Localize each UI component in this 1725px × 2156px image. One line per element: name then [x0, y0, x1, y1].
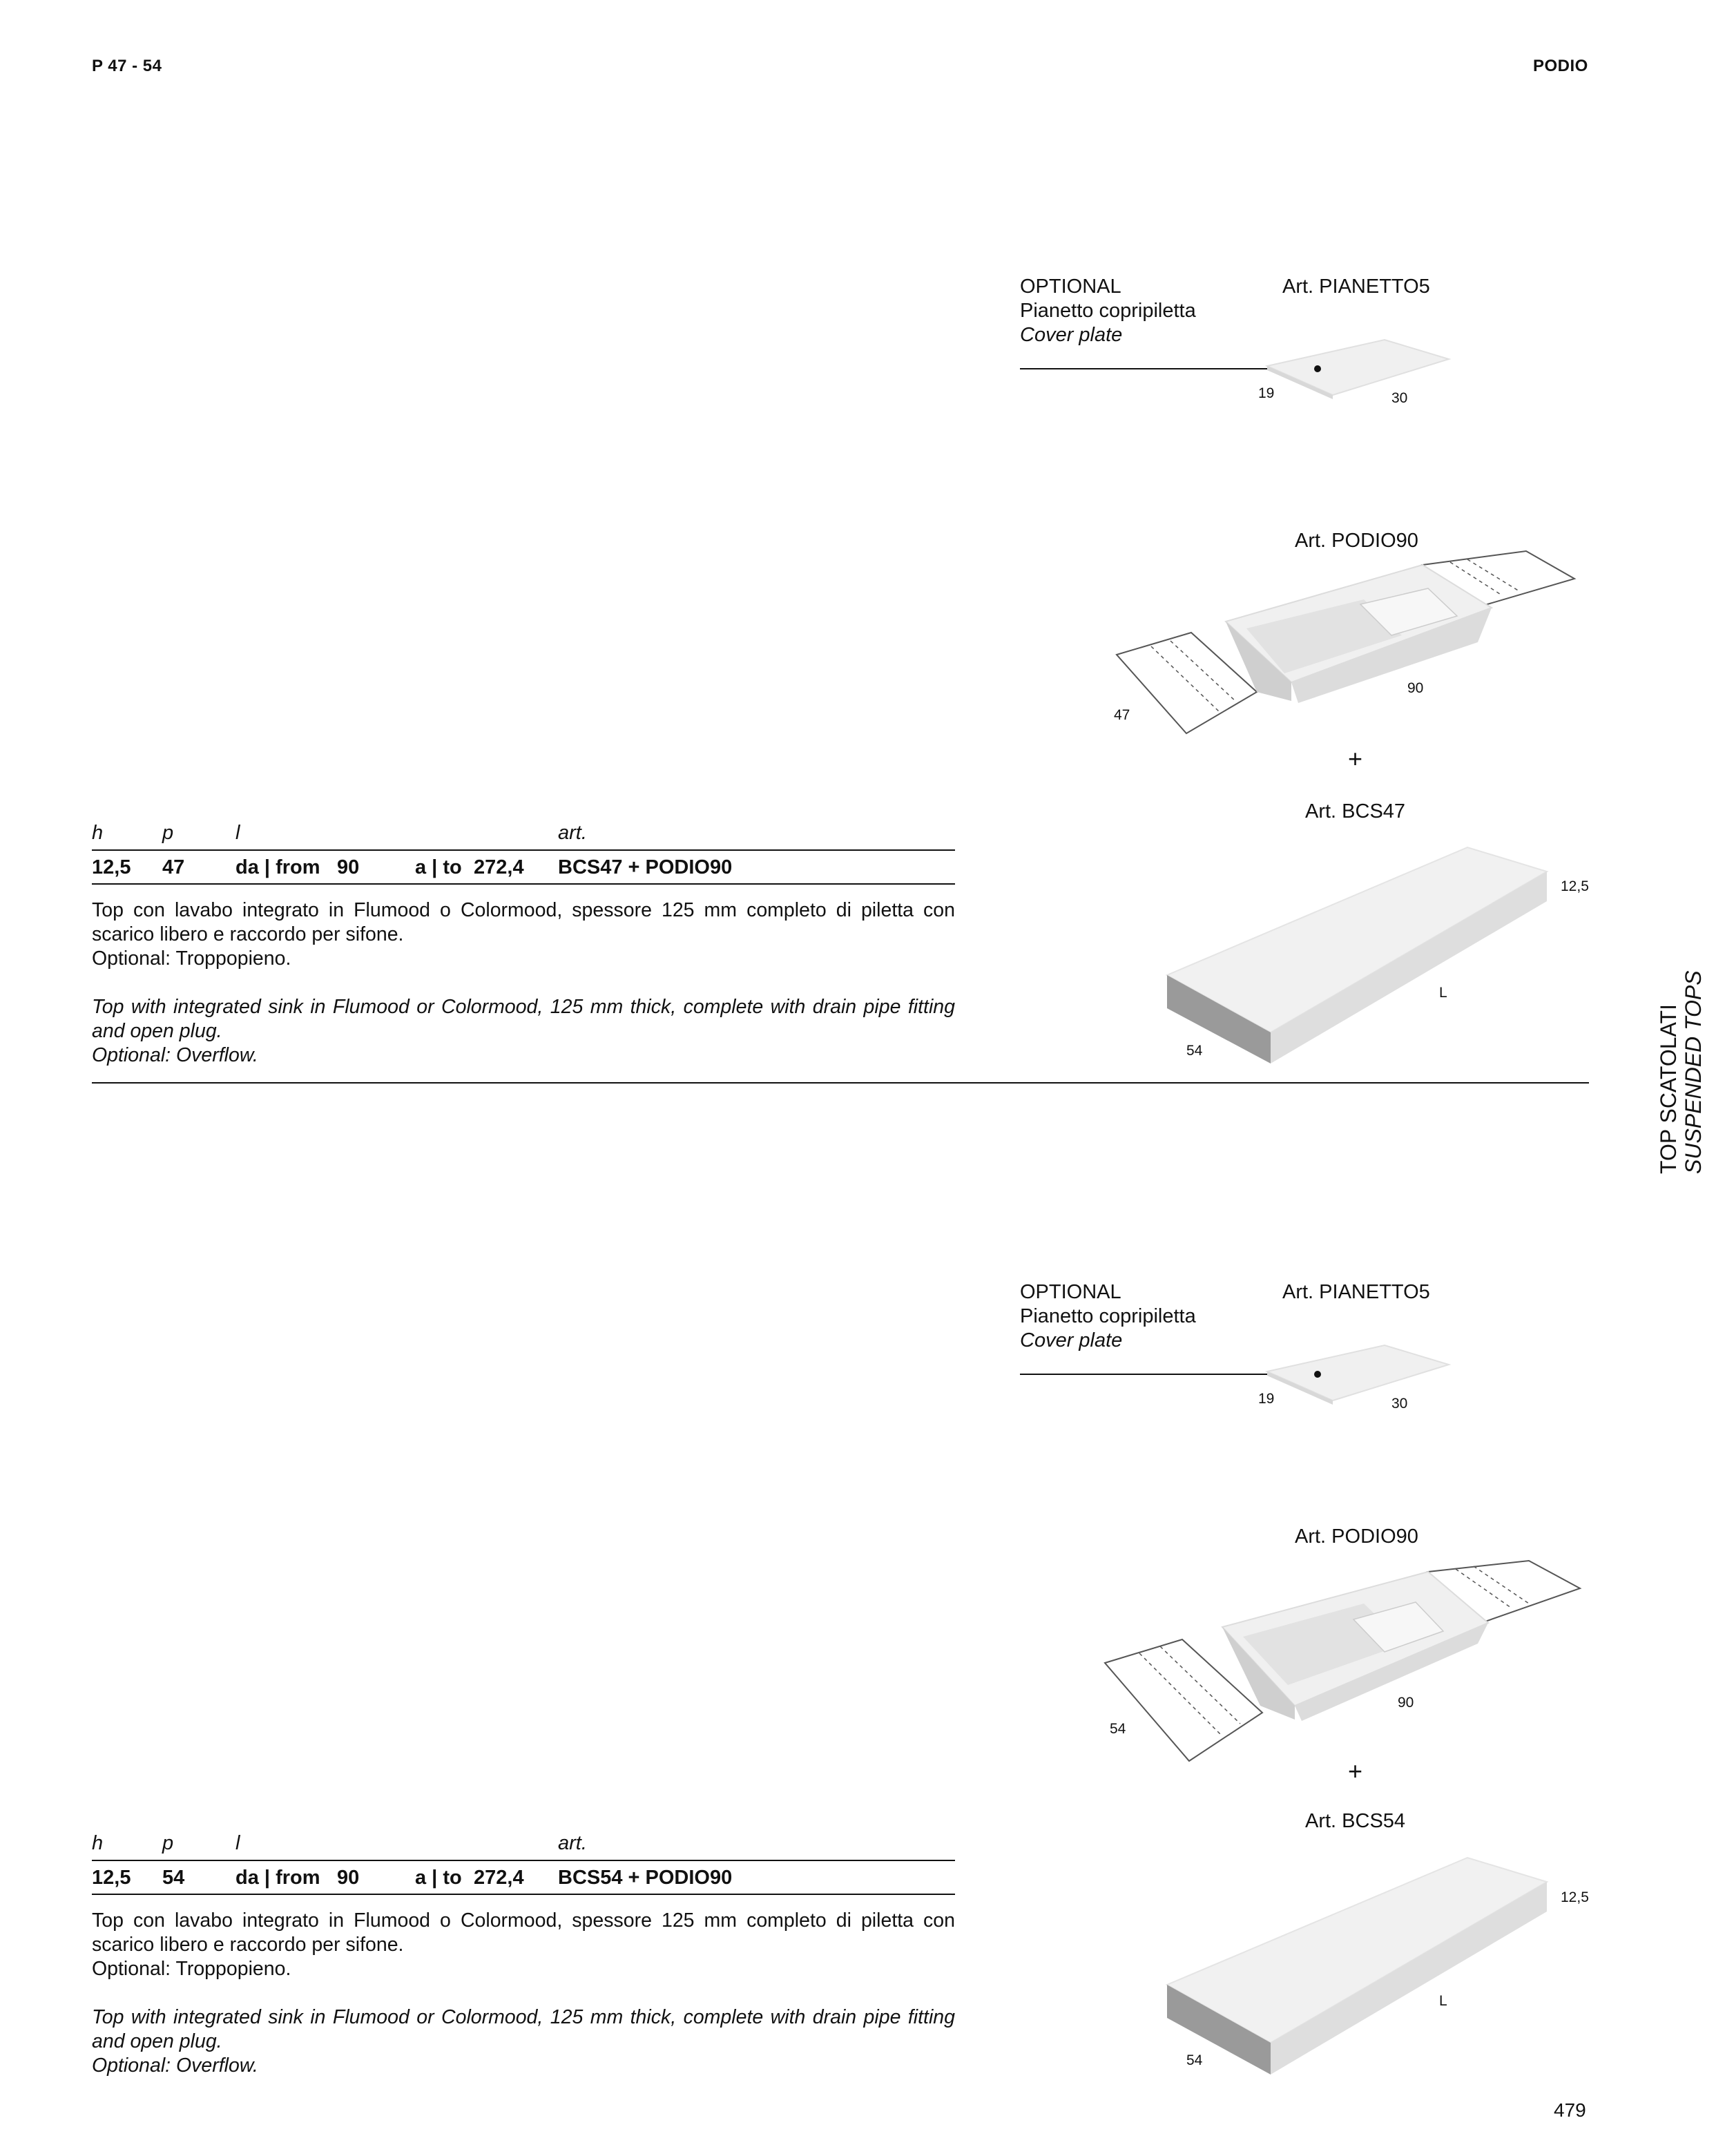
- td-to-val-2: 272,4: [474, 1867, 524, 1889]
- td-from-2: da | from: [235, 1867, 320, 1889]
- bcs-dim-l-2: L: [1439, 1993, 1447, 2009]
- podio-dim-width-1: 90: [1407, 680, 1424, 696]
- podio-dim-depth-2: 54: [1110, 1721, 1126, 1737]
- td-art-2: BCS54 + PODIO90: [558, 1867, 733, 1889]
- optional-en: Cover plate: [1020, 1329, 1123, 1351]
- bcs-dim-h-1: 12,5: [1561, 878, 1589, 894]
- cover-dim-b-1: 30: [1391, 390, 1408, 406]
- th-l-1: l: [235, 822, 240, 844]
- podio-art-1: Art. PODIO90: [1295, 530, 1418, 552]
- page-number: 479: [1554, 2099, 1586, 2121]
- td-from-val-2: 90: [337, 1867, 360, 1889]
- td-p-2: 54: [162, 1867, 185, 1889]
- td-from-val-1: 90: [337, 856, 360, 878]
- th-art-1: art.: [558, 822, 587, 844]
- th-l-2: l: [235, 1832, 240, 1854]
- td-to-val-1: 272,4: [474, 856, 524, 878]
- optional-en: Cover plate: [1020, 324, 1123, 346]
- desc-en-opt-2: Optional: Overflow.: [92, 2054, 258, 2077]
- td-to-2: a | to: [415, 1867, 462, 1889]
- plus-sign-2: +: [1348, 1757, 1363, 1785]
- optional-title: OPTIONAL: [1020, 276, 1121, 298]
- desc-it-2: Top con lavabo integrato in Flumood o Colormood, spessore 125 mm completo di piletta con scarico libero e raccordo per sifone.: [92, 1909, 955, 1956]
- bcs-art-1: Art. BCS47: [1305, 800, 1406, 822]
- bcs-dim-l-1: L: [1439, 985, 1447, 1001]
- bcs-dim-h-2: 12,5: [1561, 1889, 1589, 1905]
- optional-it: Pianetto copripiletta: [1020, 300, 1196, 322]
- cover-dim-a-1: 19: [1258, 385, 1275, 401]
- cover-dim-a-2: 19: [1258, 1391, 1275, 1407]
- desc-it-opt-2: Optional: Troppopieno.: [92, 1958, 291, 1980]
- table-rule-bottom-2: [92, 1894, 955, 1895]
- header-left: P 47 - 54: [92, 57, 162, 75]
- desc-en-1: Top with integrated sink in Flumood or Colormood, 125 mm thick, complete with drain pipe fitting and open plug.: [92, 996, 955, 1042]
- th-h-1: h: [92, 822, 104, 844]
- th-p-2: p: [162, 1832, 174, 1854]
- table-rule-top-2: [92, 1860, 955, 1861]
- desc-en-2: Top with integrated sink in Flumood or Colormood, 125 mm thick, complete with drain pipe fitting and open plug.: [92, 2006, 955, 2052]
- td-h-1: 12,5: [92, 856, 131, 878]
- optional-it: Pianetto copripiletta: [1020, 1305, 1196, 1327]
- td-p-1: 47: [162, 856, 185, 878]
- pianetto-art-2: Art. PIANETTO5: [1282, 1281, 1430, 1303]
- th-p-1: p: [162, 822, 174, 844]
- side-label-line1: TOP SCATOLATI: [1656, 1004, 1681, 1174]
- td-art-1: BCS47 + PODIO90: [558, 856, 733, 878]
- desc-it-opt-1: Optional: Troppopieno.: [92, 947, 291, 970]
- th-h-2: h: [92, 1832, 104, 1854]
- description-2: [92, 1909, 955, 2078]
- optional-title: OPTIONAL: [1020, 1281, 1121, 1303]
- pianetto-art-1: Art. PIANETTO5: [1282, 276, 1430, 298]
- desc-it-1: Top con lavabo integrato in Flumood o Colormood, spessore 125 mm completo di piletta con scarico libero e raccordo per sifone.: [92, 899, 955, 945]
- td-h-2: 12,5: [92, 1867, 131, 1889]
- side-label-line2: SUSPENDED TOPS: [1681, 970, 1706, 1174]
- th-art-2: art.: [558, 1832, 587, 1854]
- bcs-dim-p-2: 54: [1186, 2052, 1203, 2068]
- podio-dim-width-2: 90: [1398, 1695, 1414, 1711]
- td-from-1: da | from: [235, 856, 320, 878]
- cover-dim-b-2: 30: [1391, 1396, 1408, 1412]
- podio-art-2: Art. PODIO90: [1295, 1525, 1418, 1548]
- plus-sign-1: +: [1348, 744, 1363, 773]
- td-to-1: a | to: [415, 856, 462, 878]
- podio-dim-depth-1: 47: [1114, 707, 1130, 723]
- bcs-art-2: Art. BCS54: [1305, 1810, 1406, 1832]
- desc-en-opt-1: Optional: Overflow.: [92, 1044, 258, 1066]
- header-right: PODIO: [1533, 57, 1588, 75]
- bcs-dim-p-1: 54: [1186, 1043, 1203, 1059]
